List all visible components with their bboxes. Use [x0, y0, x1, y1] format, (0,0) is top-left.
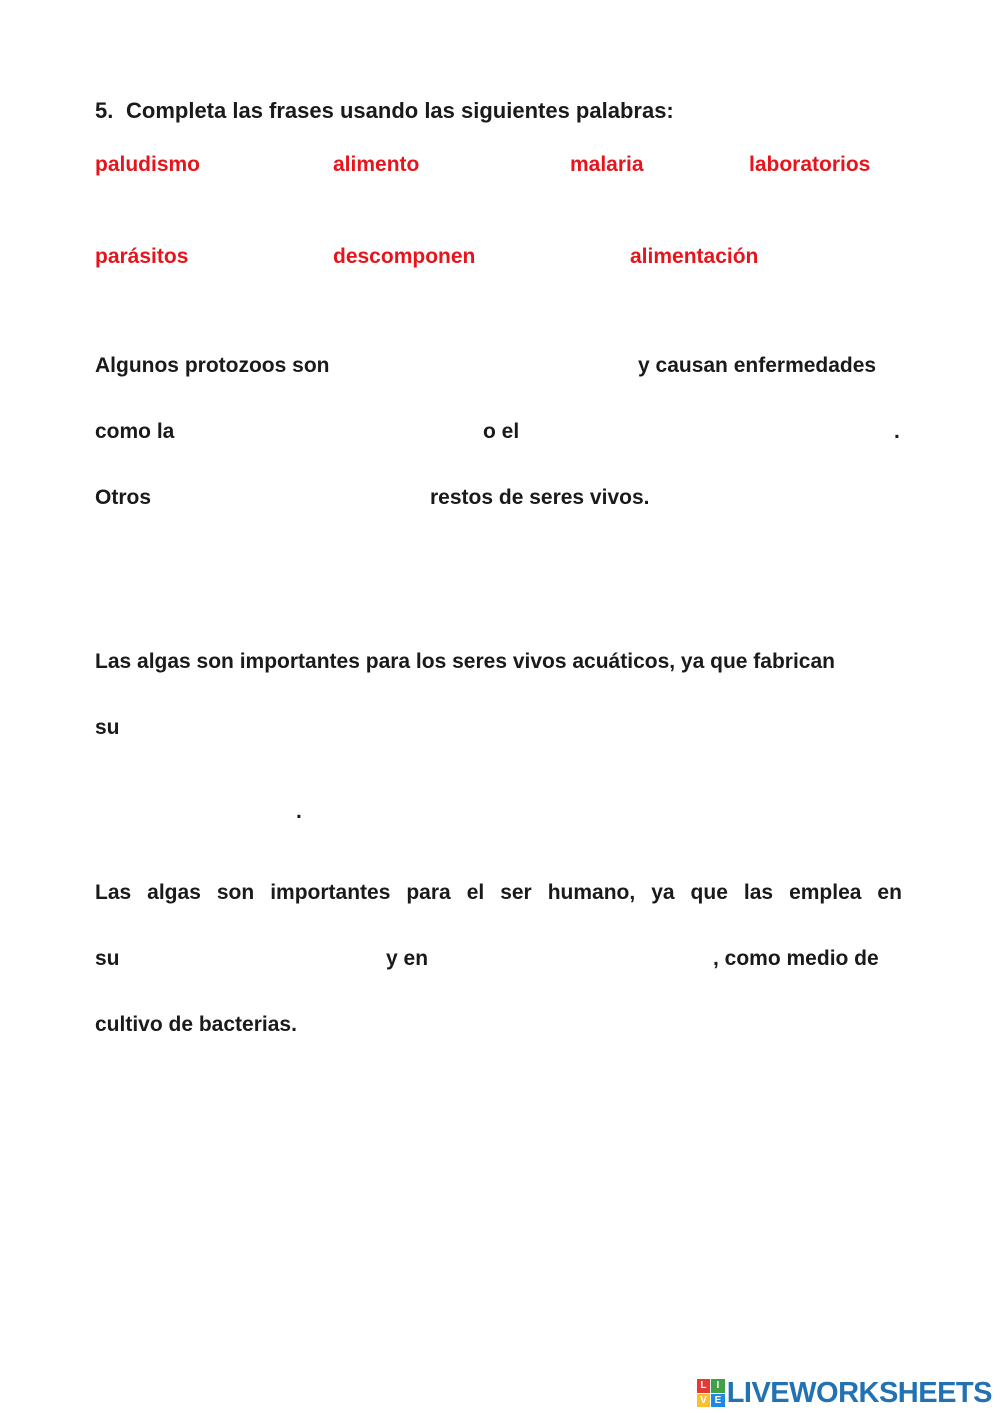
word-bank-item: alimento: [333, 153, 420, 176]
sentence-text: como la: [95, 420, 175, 443]
sentence-text: su: [95, 716, 120, 739]
sentence-text: Las algas son importantes para los seres vivos acuáticos, ya que fabrican: [95, 650, 835, 673]
word-bank-item: paludismo: [95, 153, 201, 176]
sentence-text: Otros: [95, 486, 152, 509]
answer-blank-5[interactable]: [95, 797, 290, 827]
word-bank-item: descomponen: [333, 245, 476, 268]
answer-blank-4[interactable]: [163, 483, 423, 513]
sentence-text: Las algas son importantes para el ser humano, ya que las emplea en: [95, 881, 902, 904]
word-bank-item: malaria: [570, 153, 644, 176]
answer-blank-3[interactable]: [530, 417, 885, 447]
sentence-text: Algunos protozoos son: [95, 354, 330, 377]
sentence-text: .: [296, 800, 302, 823]
question-number: 5.: [95, 98, 114, 123]
question-instruction: Completa las frases usando las siguientes palabras:: [126, 98, 674, 123]
sentence-text: cultivo de bacterias.: [95, 1013, 297, 1036]
sentence-text: y causan enfermedades: [638, 354, 877, 377]
answer-blank-2[interactable]: [190, 417, 475, 447]
sentence-text: restos de seres vivos.: [430, 486, 650, 509]
word-bank-item: alimentación: [630, 245, 759, 268]
sentence-text: su: [95, 947, 120, 970]
sentence-text: o el: [483, 420, 520, 443]
answer-blank-1[interactable]: [355, 351, 630, 381]
sentence-text: y en: [386, 947, 429, 970]
answer-blank-7[interactable]: [440, 944, 705, 974]
word-bank-item: laboratorios: [749, 153, 871, 176]
sentence-text: .: [894, 420, 900, 443]
liveworksheets-logo-icon: L I V E: [697, 1379, 725, 1407]
liveworksheets-brand: [697, 1376, 992, 1410]
sentence-text: , como medio de: [713, 947, 879, 970]
answer-blank-6[interactable]: [127, 944, 377, 974]
word-bank-item: parásitos: [95, 245, 189, 268]
brand-name: LIVEWORKSHEETS: [726, 1376, 992, 1409]
